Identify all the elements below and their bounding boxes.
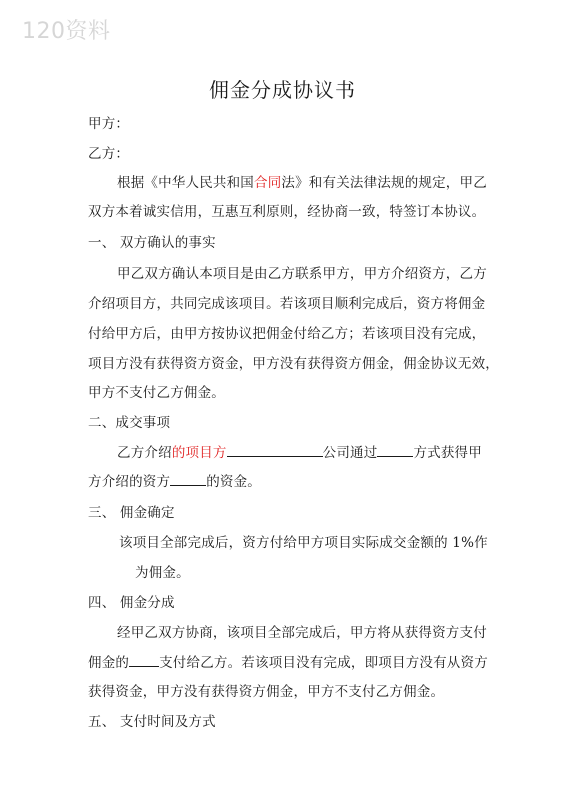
watermark: 120资料 (22, 19, 111, 44)
section-3-heading: 三、 佣金确定 (88, 505, 175, 521)
section-2-text: 乙方介绍 (117, 445, 172, 461)
section-2-line-2 (88, 470, 261, 490)
section-3-line: 为佣金。 (135, 565, 190, 581)
section-2-line-1 (117, 441, 482, 461)
section-4-heading: 四、 佣金分成 (88, 595, 175, 611)
company-blank[interactable] (227, 442, 323, 457)
share-blank[interactable] (129, 652, 159, 667)
section-1-line: 项目方没有获得资方资金，甲方没有获得资方佣金，佣金协议无效， (88, 356, 499, 372)
section-2-text: 方介绍的资方 (88, 474, 171, 490)
party-b-label: 乙方： (88, 146, 130, 162)
section-2-text: 的资金。 (206, 474, 262, 490)
section-4-line-2 (88, 651, 488, 671)
section-2-text: 公司通过 (322, 445, 378, 461)
document-title: 佣金分成协议书 (209, 78, 356, 102)
section-1-line: 付给甲方后，由甲方按协议把佣金付给乙方；若该项目没有完成， (88, 326, 486, 342)
intro-text-pre: 根据《中华人民共和国 (117, 175, 254, 191)
intro-text-post: 法》和有关法律法规的规定，甲乙 (281, 175, 487, 191)
intro-line-1 (117, 171, 487, 191)
section-1-line: 介绍项目方，共同完成该项目。若该项目顺利完成后，资方将佣金 (88, 296, 486, 312)
section-1-line: 甲乙双方确认本项目是由乙方联系甲方，甲方介绍资方，乙方 (117, 266, 487, 282)
section-4-text: 支付给乙方。若该项目没有完成，即项目方没有从资方 (159, 655, 488, 671)
section-1-heading: 一、 双方确认的事实 (88, 235, 216, 251)
contract-link-text: 合同 (254, 175, 282, 191)
project-party-text: 的项目方 (171, 445, 227, 461)
section-5-heading: 五、 支付时间及方式 (88, 714, 216, 730)
section-2-heading: 二、成交事项 (88, 415, 171, 431)
section-2-text: 方式获得甲 (413, 445, 482, 461)
section-4-line-3: 获得资金，甲方没有获得资方佣金，甲方不支付乙方佣金。 (88, 684, 445, 700)
section-4-line-1: 经甲乙双方协商，该项目全部完成后，甲方将从获得资方支付 (117, 625, 487, 641)
section-4-text: 佣金的 (88, 655, 130, 671)
intro-line-2: 双方本着诚实信用，互惠互利原则，经协商一致，特签订本协议。 (88, 204, 486, 220)
amount-blank[interactable] (170, 471, 206, 486)
section-3-line: 该项目全部完成后，资方付给甲方项目实际成交金额的 1%作 (119, 535, 488, 551)
method-blank[interactable] (377, 442, 413, 457)
section-1-line: 甲方不支付乙方佣金。 (88, 385, 225, 401)
party-a-label: 甲方： (88, 116, 130, 132)
